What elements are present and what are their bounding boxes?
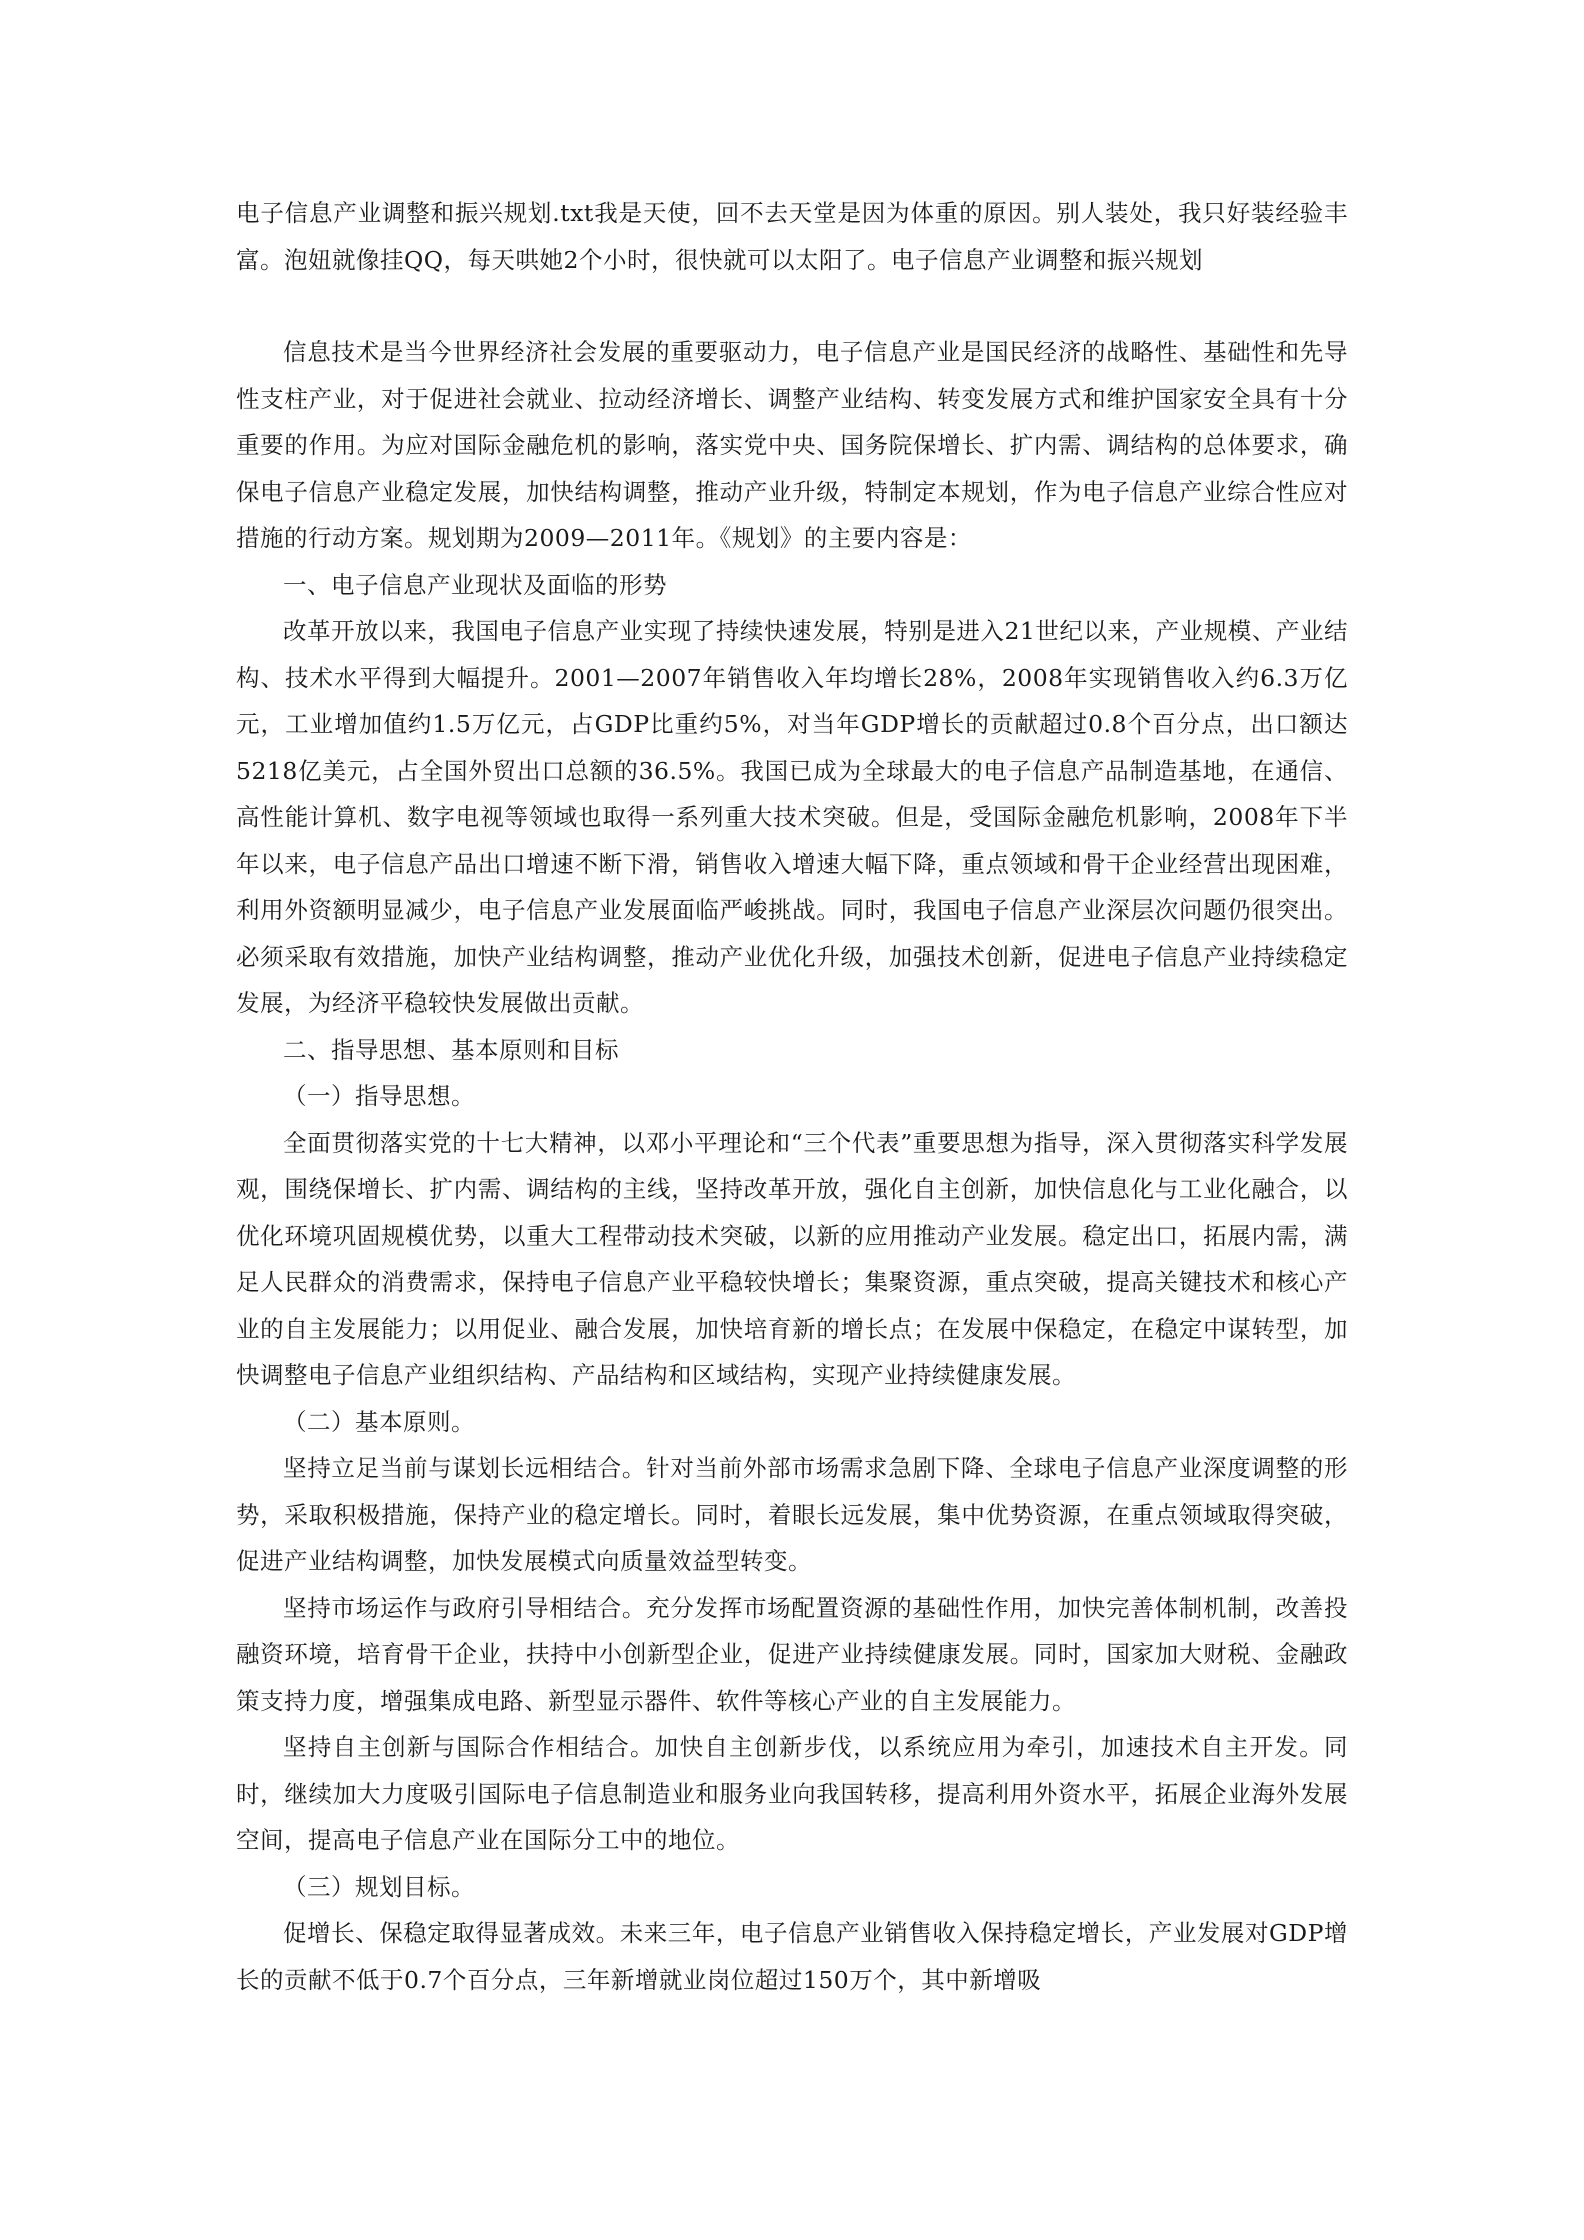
subheading-basic-principles: （二）基本原则。 <box>283 1407 475 1436</box>
paragraph-principle-3: 坚持自主创新与国际合作相结合。加快自主创新步伐，以系统应用为牵引，加速技术自主开发。同时，继续加大力度吸引国际电子信息制造业和服务业向我国转移，提高利用外资水平，拓展企业海外发展空间，提高电子信息产业在国际分工中的地位。 <box>236 1733 1348 1854</box>
section-heading-2: 二、指导思想、基本原则和目标 <box>283 1035 619 1064</box>
paragraph-principle-1: 坚持立足当前与谋划长远相结合。针对当前外部市场需求急剧下降、全球电子信息产业深度调整的形势，采取积极措施，保持产业的稳定增长。同时，着眼长远发展，集中优势资源，在重点领域取得突破，促进产业结构调整，加快发展模式向质量效益型转变。 <box>236 1454 1348 1575</box>
paragraph-goals: 促增长、保稳定取得显著成效。未来三年，电子信息产业销售收入保持稳定增长，产业发展对GDP增长的贡献不低于0.7个百分点，三年新增就业岗位超过150万个，其中新增吸 <box>236 1919 1348 1994</box>
paragraph-current-status: 改革开放以来，我国电子信息产业实现了持续快速发展，特别是进入21世纪以来，产业规模、产业结构、技术水平得到大幅提升。2001—2007年销售收入年均增长28%，2008年实现销售收入约6.3万亿元，工业增加值约1.5万亿元，占GDP比重约5%，对当年GDP增长的贡献超过0.8个百分点，出口额达5218亿美元，占全国外贸出口总额的36.5%。我国已成为全球最大的电子信息产品制造基地，在通信、高性能计算机、数字电视等领域也取得一系列重大技术突破。但是，受国际金融危机影响，2008年下半年以来，电子信息产品出口增速不断下滑，销售收入增速大幅下降，重点领域和骨干企业经营出现困难，利用外资额明显减少，电子信息产业发展面临严峻挑战。同时，我国电子信息产业深层次问题仍很突出。必须采取有效措施，加快产业结构调整，推动产业优化升级，加强技术创新，促进电子信息产业持续稳定发展，为经济平稳较快发展做出贡献。 <box>236 617 1348 1017</box>
subheading-guiding-ideology: （一）指导思想。 <box>283 1082 475 1110</box>
subheading-planning-goals: （三）规划目标。 <box>283 1872 475 1901</box>
paragraph-guiding-ideology: 全面贯彻落实党的十七大精神，以邓小平理论和“三个代表”重要思想为指导，深入贯彻落实科学发展观，围绕保增长、扩内需、调结构的主线，坚持改革开放，强化自主创新，加快信息化与工业化融合，以优化环境巩固规模优势，以重大工程带动技术突破，以新的应用推动产业发展。稳定出口，拓展内需，满足人民群众的消费需求，保持电子信息产业平稳较快增长；集聚资源，重点突破，提高关键技术和核心产业的自主发展能力；以用促业、融合发展，加快培育新的增长点；在发展中保稳定，在稳定中谋转型，加快调整电子信息产业组织结构、产品结构和区域结构，实现产业持续健康发展。 <box>236 1128 1348 1389</box>
document-intro: 电子信息产业调整和振兴规划.txt我是天使，回不去天堂是因为体重的原因。别人装处，我只好装经验丰富。泡妞就像挂QQ，每天哄她2个小时，很快就可以太阳了。电子信息产业调整和振兴规划 <box>236 199 1348 274</box>
section-heading-1: 一、电子信息产业现状及面临的形势 <box>283 570 667 599</box>
paragraph-overview: 信息技术是当今世界经济社会发展的重要驱动力，电子信息产业是国民经济的战略性、基础性和先导性支柱产业，对于促进社会就业、拉动经济增长、调整产业结构、转变发展方式和维护国家安全具有十分重要的作用。为应对国际金融危机的影响，落实党中央、国务院保增长、扩内需、调结构的总体要求，确保电子信息产业稳定发展，加快结构调整，推动产业升级，特制定本规划，作为电子信息产业综合性应对措施的行动方案。规划期为2009—2011年。《规划》的主要内容是： <box>236 338 1348 552</box>
paragraph-principle-2: 坚持市场运作与政府引导相结合。充分发挥市场配置资源的基础性作用，加快完善体制机制，改善投融资环境，培育骨干企业，扶持中小创新型企业，促进产业持续健康发展。同时，国家加大财税、金融政策支持力度，增强集成电路、新型显示器件、软件等核心产业的自主发展能力。 <box>236 1593 1348 1715</box>
document-body <box>236 190 1348 2003</box>
